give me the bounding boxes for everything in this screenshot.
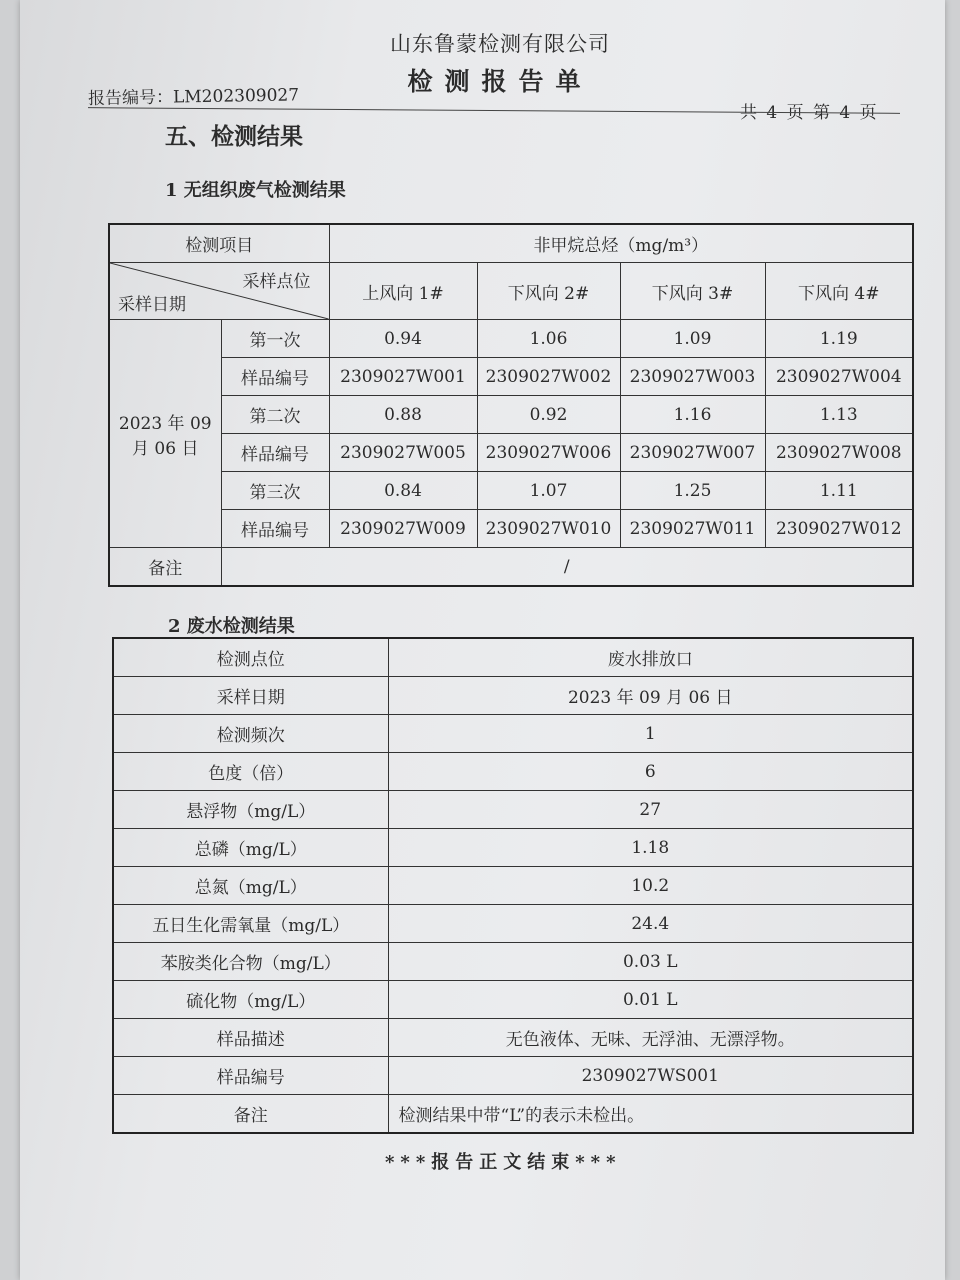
table-cell: 2309027WS001 — [388, 1057, 913, 1095]
table-cell: 1.18 — [388, 829, 913, 867]
table-cell: 1.06 — [477, 320, 620, 358]
water-results-table — [112, 637, 914, 1134]
item-header: 检测项目 — [109, 224, 329, 263]
table-cell: 0.03 L — [388, 943, 913, 981]
table-cell: 1.25 — [620, 472, 765, 510]
row-label: 样品编号 — [113, 1057, 388, 1095]
date-label: 采样日期 — [118, 295, 186, 315]
row-label: 第一次 — [221, 320, 329, 358]
row-label: 样品编号 — [221, 510, 329, 548]
table-cell: 2309027W006 — [477, 434, 620, 472]
section-title: 五、检测结果 — [165, 123, 303, 150]
row-label: 样品编号 — [221, 358, 329, 396]
table-cell: 2309027W001 — [329, 358, 477, 396]
table-cell: 2023 年 09 月 06 日 — [388, 677, 913, 715]
row-label: 第二次 — [221, 396, 329, 434]
gas-section-title: 1 无组织废气检测结果 — [165, 180, 346, 201]
table-cell: 1.07 — [477, 472, 620, 510]
row-label: 苯胺类化合物（mg/L） — [113, 943, 388, 981]
table-cell: 2309027W003 — [620, 358, 765, 396]
row-label: 采样日期 — [113, 677, 388, 715]
gas-results-table — [108, 223, 914, 587]
table-cell: 1.09 — [620, 320, 765, 358]
parameter-header: 非甲烷总烃（mg/m³） — [329, 224, 913, 263]
row-label: 悬浮物（mg/L） — [113, 791, 388, 829]
table-cell: 2309027W005 — [329, 434, 477, 472]
row-label: 总磷（mg/L） — [113, 829, 388, 867]
table-cell: 1.13 — [765, 396, 913, 434]
table-cell: 24.4 — [388, 905, 913, 943]
table-cell: 1 — [388, 715, 913, 753]
row-label: 总氮（mg/L） — [113, 867, 388, 905]
table-cell: 1.11 — [765, 472, 913, 510]
sampling-date: 2023 年 09 月 06 日 — [109, 320, 221, 548]
row-label: 检测点位 — [113, 638, 388, 677]
table-cell: 10.2 — [388, 867, 913, 905]
company-name: 山东鲁蒙检测有限公司 — [390, 32, 610, 56]
table-cell: 0.84 — [329, 472, 477, 510]
row-label: 第三次 — [221, 472, 329, 510]
page-info: 共 4 页 第 4 页 — [740, 103, 879, 123]
table-cell: 2309027W002 — [477, 358, 620, 396]
table-cell: 1.16 — [620, 396, 765, 434]
point-header: 上风向 1# — [329, 263, 477, 320]
table-cell: 27 — [388, 791, 913, 829]
table-cell: 2309027W011 — [620, 510, 765, 548]
remark-label: 备注 — [109, 548, 221, 587]
table-cell: 2309027W012 — [765, 510, 913, 548]
end-note: ***报告正文结束*** — [385, 1152, 622, 1173]
remark-value: / — [221, 548, 913, 587]
table-cell: 0.92 — [477, 396, 620, 434]
table-cell: 2309027W004 — [765, 358, 913, 396]
row-label: 备注 — [113, 1095, 388, 1134]
table-cell: 2309027W007 — [620, 434, 765, 472]
table-cell: 6 — [388, 753, 913, 791]
point-header: 下风向 2# — [477, 263, 620, 320]
row-label: 五日生化需氧量（mg/L） — [113, 905, 388, 943]
table-cell: 0.01 L — [388, 981, 913, 1019]
diagonal-header-cell — [109, 263, 329, 320]
table-cell: 无色液体、无味、无浮油、无漂浮物。 — [388, 1019, 913, 1057]
document-title: 检测报告单 — [407, 67, 593, 96]
water-section-title: 2 废水检测结果 — [168, 616, 295, 637]
table-cell: 0.88 — [329, 396, 477, 434]
table-cell: 2309027W010 — [477, 510, 620, 548]
row-label: 硫化物（mg/L） — [113, 981, 388, 1019]
row-label: 检测频次 — [113, 715, 388, 753]
table-cell: 检测结果中带“L”的表示未检出。 — [388, 1095, 913, 1134]
point-header: 下风向 4# — [765, 263, 913, 320]
table-cell: 1.19 — [765, 320, 913, 358]
row-label: 样品编号 — [221, 434, 329, 472]
row-label: 样品描述 — [113, 1019, 388, 1057]
table-cell: 0.94 — [329, 320, 477, 358]
point-header: 下风向 3# — [620, 263, 765, 320]
report-number: 报告编号：LM202309027 — [87, 85, 300, 109]
table-cell: 2309027W009 — [329, 510, 477, 548]
row-label: 色度（倍） — [113, 753, 388, 791]
point-label: 采样点位 — [242, 272, 311, 292]
table-cell: 废水排放口 — [388, 638, 913, 677]
table-cell: 2309027W008 — [765, 434, 913, 472]
